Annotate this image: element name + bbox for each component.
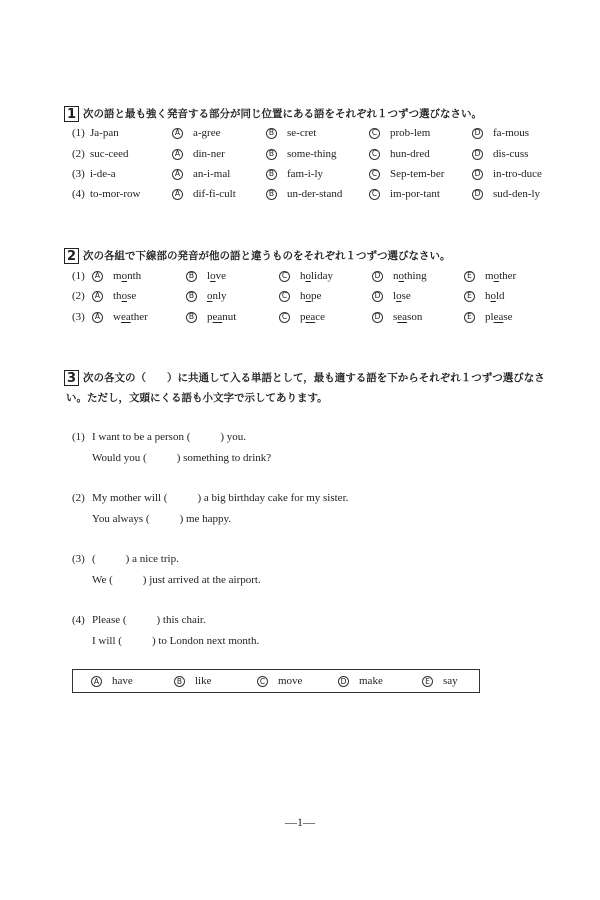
choice-word: say [443, 675, 458, 687]
underlined-part: ea [493, 311, 504, 323]
underlined-part: o [396, 290, 402, 302]
question-number: (4) [72, 614, 85, 626]
option-d [472, 168, 542, 180]
option-c [279, 311, 325, 323]
underlined-part: o [490, 290, 496, 302]
question-number: (1) [72, 270, 85, 282]
option-letter-b-icon: B [266, 169, 277, 180]
option-letter-a-icon: A [172, 189, 183, 200]
section-number-box: 1 [64, 106, 79, 122]
option-text: fa-mous [493, 127, 530, 139]
sentence-line-2: I will ( ) to London next month. [92, 635, 260, 647]
option-text: se-cret [287, 127, 317, 139]
question-number: (1) [72, 431, 85, 443]
option-letter-a-icon: A [92, 312, 103, 323]
option-letter-e-icon: E [464, 312, 475, 323]
option-b [186, 311, 236, 323]
question-number: (1) [72, 127, 85, 139]
option-c [279, 270, 333, 282]
option-letter-b-icon: B [186, 291, 197, 302]
question-row [72, 166, 562, 182]
choice-b [174, 675, 212, 687]
option-c [369, 188, 440, 200]
option-letter-b-icon: B [186, 312, 197, 323]
option-text: an-i-mal [193, 168, 231, 180]
option-text: dis-cuss [493, 148, 529, 160]
option-a [92, 270, 141, 282]
option-word: hope [300, 290, 322, 302]
option-word: month [113, 270, 142, 282]
option-letter-b-icon: B [266, 189, 277, 200]
option-letter-c-icon: C [279, 312, 290, 323]
question-number: (2) [72, 492, 85, 504]
sentence-line-1: My mother will ( ) a big birthday cake for my sister. [92, 492, 349, 504]
question-number: (4) [72, 188, 85, 200]
option-b [266, 168, 323, 180]
underlined-part: ea [305, 311, 316, 323]
option-letter-b-icon: B [266, 128, 277, 139]
section-3-header [64, 370, 564, 387]
question-number: (2) [72, 148, 85, 160]
option-text: dif-fi-cult [193, 188, 236, 200]
question-row [72, 288, 562, 304]
target-word: to-mor-row [90, 188, 141, 200]
option-word: weather [113, 311, 148, 323]
option-text: Sep-tem-ber [390, 168, 445, 180]
choice-a [91, 675, 133, 687]
option-word: peanut [207, 311, 237, 323]
option-a [92, 311, 148, 323]
sentence-line-2: We ( ) just arrived at the airport. [92, 574, 261, 586]
option-letter-b-icon: B [266, 149, 277, 160]
underlined-part: o [305, 290, 311, 302]
question-row [72, 125, 562, 141]
option-letter-c-icon: C [279, 291, 290, 302]
choice-word: move [278, 675, 303, 687]
option-letter-a-icon: A [172, 149, 183, 160]
option-word: lose [393, 290, 411, 302]
option-letter-c-icon: C [369, 169, 380, 180]
option-e [464, 311, 513, 323]
option-c [369, 148, 430, 160]
option-word: hold [485, 290, 505, 302]
target-word: suc-ceed [90, 148, 129, 160]
option-letter-a-icon: A [92, 271, 103, 282]
section-title: 次の語と最も強く発音する部分が同じ位置にある語をそれぞれ１つずつ選びなさい。 [83, 108, 482, 120]
choice-letter-b-icon: B [174, 676, 185, 687]
option-text: fam-i-ly [287, 168, 324, 180]
question-number: (3) [72, 168, 85, 180]
option-letter-d-icon: D [472, 169, 483, 180]
choice-word: make [359, 675, 383, 687]
choice-letter-a-icon: A [91, 676, 102, 687]
underlined-part: ea [120, 311, 131, 323]
option-letter-c-icon: C [369, 189, 380, 200]
option-word: those [113, 290, 137, 302]
option-e [464, 290, 505, 302]
option-word: season [393, 311, 423, 323]
underlined-part: o [305, 270, 311, 282]
option-letter-d-icon: D [372, 312, 383, 323]
option-b [266, 148, 337, 160]
sentence-line-1: I want to be a person ( ) you. [92, 431, 247, 443]
sentence-line-1: ( ) a nice trip. [92, 553, 179, 565]
option-d [472, 127, 529, 139]
option-c [279, 290, 321, 302]
target-word: Ja-pan [90, 127, 119, 139]
sentence-line-2: You always ( ) me happy. [92, 513, 232, 525]
section-number-box: 2 [64, 248, 79, 264]
option-text: un-der-stand [287, 188, 343, 200]
option-text: prob-lem [390, 127, 431, 139]
option-text: sud-den-ly [493, 188, 541, 200]
option-a [92, 290, 136, 302]
option-b [186, 290, 227, 302]
question-row [72, 309, 562, 325]
option-text: in-tro-duce [493, 168, 542, 180]
choice-e [422, 675, 458, 687]
option-word: mother [485, 270, 517, 282]
option-word: holiday [300, 270, 333, 282]
sentence-line-1: Please ( ) this chair. [92, 614, 206, 626]
choice-letter-d-icon: D [338, 676, 349, 687]
option-c [369, 127, 430, 139]
underlined-part: o [121, 290, 128, 302]
option-letter-a-icon: A [172, 169, 183, 180]
option-letter-c-icon: C [369, 149, 380, 160]
option-letter-e-icon: E [464, 291, 475, 302]
choice-word: like [195, 675, 212, 687]
option-letter-d-icon: D [472, 149, 483, 160]
option-text: hun-dred [390, 148, 430, 160]
option-d [372, 270, 427, 282]
option-c [369, 168, 444, 180]
option-letter-b-icon: B [186, 271, 197, 282]
page-number: —1— [285, 815, 315, 829]
choice-word: have [112, 675, 133, 687]
choice-c [257, 675, 302, 687]
question-number: (3) [72, 553, 85, 565]
underlined-part: o [121, 270, 128, 282]
option-letter-d-icon: D [472, 189, 483, 200]
question-number: (3) [72, 311, 85, 323]
option-letter-d-icon: D [372, 271, 383, 282]
option-letter-a-icon: A [172, 128, 183, 139]
option-d [472, 148, 528, 160]
option-letter-c-icon: C [279, 271, 290, 282]
option-word: please [485, 311, 513, 323]
option-word: peace [300, 311, 326, 323]
option-letter-c-icon: C [369, 128, 380, 139]
question-number: (2) [72, 290, 85, 302]
option-a [172, 168, 230, 180]
underlined-part: ea [212, 311, 223, 323]
option-d [372, 311, 422, 323]
option-b [266, 188, 342, 200]
section-1 [64, 106, 564, 123]
section-title: 次の各文の（ ）に共通して入る単語として，最も適する語を下からそれぞれ１つずつ選びなさ [83, 372, 545, 384]
target-word: i-de-a [90, 168, 116, 180]
choice-letter-c-icon: C [257, 676, 268, 687]
option-word: love [207, 270, 226, 282]
option-letter-a-icon: A [92, 291, 103, 302]
choice-letter-e-icon: E [422, 676, 433, 687]
option-a [172, 188, 236, 200]
word-choice-box [72, 669, 480, 693]
choice-d [338, 675, 383, 687]
section-title-continued: い。ただし，文頭にくる語も小文字で示してあります。 [66, 392, 328, 404]
option-word: only [207, 290, 227, 302]
underlined-part: o [210, 270, 216, 282]
question-row [72, 146, 562, 162]
option-e [464, 270, 516, 282]
underlined-part: o [398, 270, 404, 282]
option-letter-d-icon: D [472, 128, 483, 139]
option-b [266, 127, 316, 139]
option-text: din-ner [193, 148, 225, 160]
option-text: a-gree [193, 127, 221, 139]
option-a [172, 127, 220, 139]
option-a [172, 148, 225, 160]
sentence-line-2: Would you ( ) something to drink? [92, 452, 272, 464]
option-text: some-thing [287, 148, 337, 160]
option-text: im-por-tant [390, 188, 440, 200]
underlined-part: ea [397, 311, 408, 323]
section-number-box: 3 [64, 370, 79, 386]
section-1-header [64, 106, 564, 123]
question-row [72, 186, 562, 202]
section-2 [64, 248, 564, 265]
section-3 [64, 370, 564, 407]
option-letter-e-icon: E [464, 271, 475, 282]
underlined-part: o [493, 270, 500, 282]
underlined-part: o [207, 290, 213, 302]
section-2-header [64, 248, 564, 265]
option-d [472, 188, 540, 200]
option-letter-d-icon: D [372, 291, 383, 302]
option-word: nothing [393, 270, 427, 282]
option-d [372, 290, 411, 302]
section-title: 次の各組で下線部の発音が他の語と違うものをそれぞれ１つずつ選びなさい。 [83, 250, 451, 262]
option-b [186, 270, 226, 282]
question-row [72, 268, 562, 284]
